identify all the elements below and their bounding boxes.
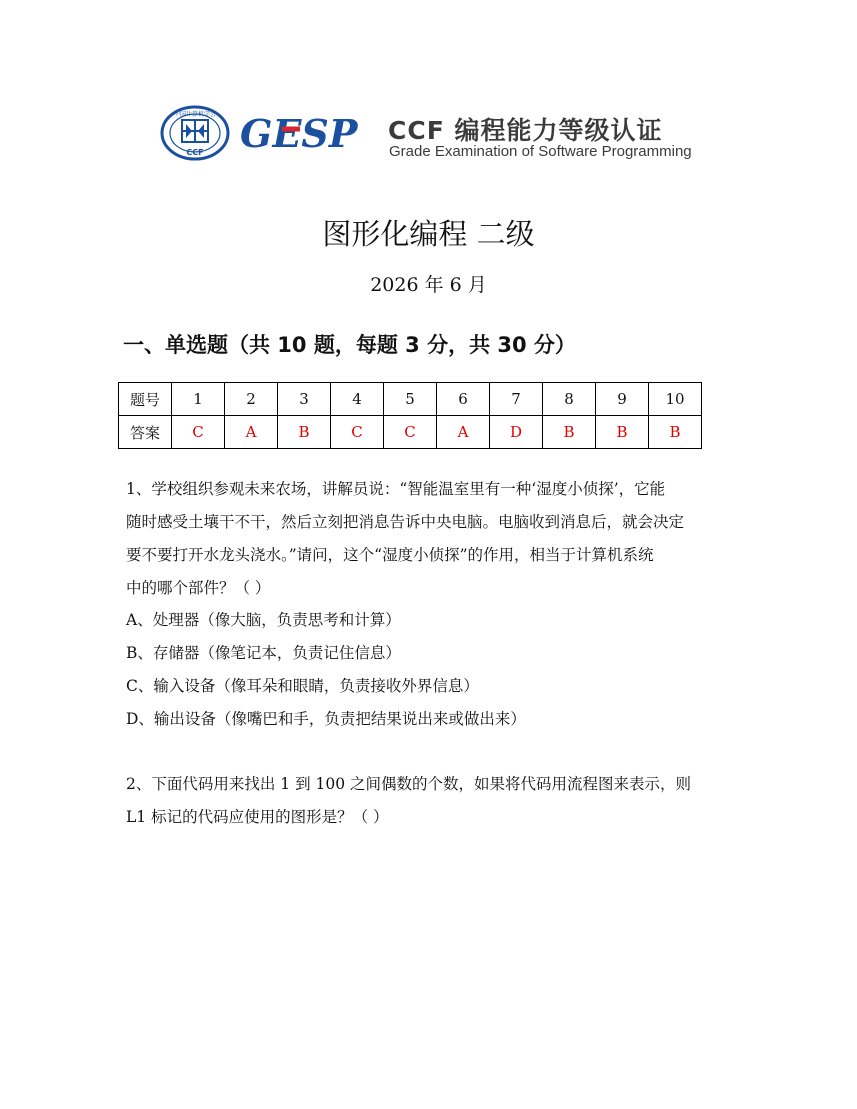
question-number: 8 [543, 383, 596, 416]
gesp-logo [238, 105, 368, 161]
question-line: 中的哪个部件？（ ） [126, 579, 271, 597]
question-line: 1、学校组织参观未来农场，讲解员说：“智能温室里有一种‘湿度小侦探’，它能 [126, 480, 666, 498]
certification-subtitle: Grade Examination of Software Programming [389, 143, 692, 160]
svg-text:中国计算机学会: 中国计算机学会 [173, 111, 217, 118]
certification-title: CCF 编程能力等级认证 [388, 116, 663, 145]
answer-cell: B [596, 416, 649, 449]
answer-cell: D [490, 416, 543, 449]
question-2-text [126, 768, 736, 834]
question-line: L1 标记的代码应使用的图形是？（ ） [126, 808, 389, 826]
answer-cell: B [649, 416, 702, 449]
answer-cell: C [172, 416, 225, 449]
question-number: 2 [225, 383, 278, 416]
question-number-row [119, 383, 702, 416]
question-number: 5 [384, 383, 437, 416]
answer-cell: A [225, 416, 278, 449]
question-number: 10 [649, 383, 702, 416]
answer-table [118, 382, 702, 449]
question-1-option-a: A、处理器（像大脑，负责思考和计算） [126, 611, 401, 629]
answer-cell: B [543, 416, 596, 449]
question-line: 要不要打开水龙头浇水。”请问，这个“湿度小侦探”的作用，相当于计算机系统 [126, 546, 654, 564]
question-number: 7 [490, 383, 543, 416]
row-label-number: 题号 [119, 383, 172, 416]
svg-text:CCF: CCF [186, 148, 204, 157]
question-number: 4 [331, 383, 384, 416]
question-number: 1 [172, 383, 225, 416]
row-label-answer: 答案 [119, 416, 172, 449]
exam-header [160, 105, 700, 165]
document-title: 图形化编程 二级 [322, 217, 535, 251]
question-1-option-c: C、输入设备（像耳朵和眼睛，负责接收外界信息） [126, 677, 479, 695]
answer-cell: A [437, 416, 490, 449]
section-heading: 一、单选题（共 10 题，每题 3 分，共 30 分） [123, 333, 576, 357]
question-line: 随时感受土壤干不干，然后立刻把消息告诉中央电脑。电脑收到消息后，就会决定 [126, 513, 685, 531]
question-1-option-d: D、输出设备（像嘴巴和手，负责把结果说出来或做出来） [126, 710, 526, 728]
document-date: 2026 年 6 月 [370, 274, 487, 296]
question-1-text [126, 473, 736, 605]
question-number: 6 [437, 383, 490, 416]
answer-cell: B [278, 416, 331, 449]
answer-cell: C [384, 416, 437, 449]
question-number: 3 [278, 383, 331, 416]
answer-row [119, 416, 702, 449]
svg-text:GESP: GESP [240, 111, 358, 156]
question-1-option-b: B、存储器（像笔记本，负责记住信息） [126, 644, 401, 662]
ccf-seal-logo [160, 105, 230, 161]
answer-cell: C [331, 416, 384, 449]
question-line: 2、下面代码用来找出 1 到 100 之间偶数的个数，如果将代码用流程图来表示，则 [126, 775, 692, 793]
question-number: 9 [596, 383, 649, 416]
